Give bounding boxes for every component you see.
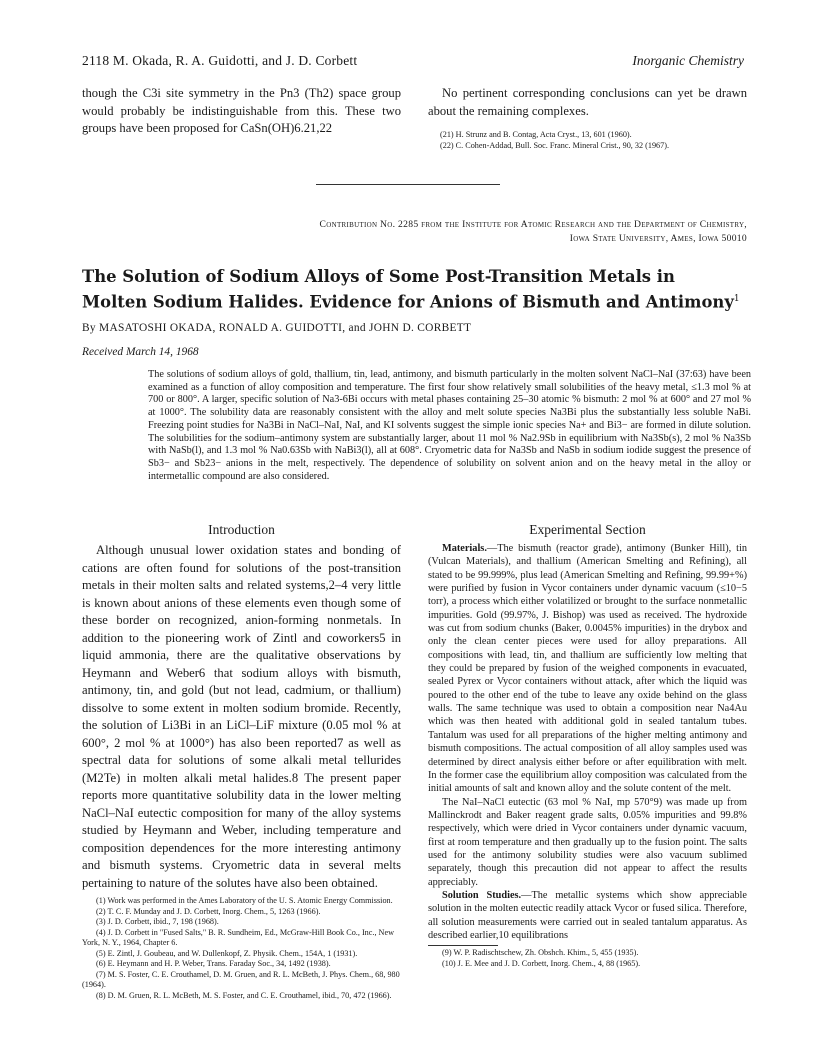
footnote: (1) Work was performed in the Ames Laboratory of the U. S. Atomic Energy Commission. [96, 896, 393, 905]
section-heading: Introduction [208, 522, 275, 537]
prev-article-conclusion: No pertinent corresponding conclusions can yet be drawn about the remaining complexes. [428, 86, 747, 118]
article-authors: By MASATOSHI OKADA, RONALD A. GUIDOTTI, and JOHN D. CORBETT [82, 322, 472, 334]
prev-article-right [428, 85, 747, 151]
footnote: (9) W. P. Radischtschew, Zh. Obshch. Khim., 5, 455 (1935). [442, 948, 639, 958]
experimental-footnotes [428, 948, 747, 969]
prev-article-refs [428, 130, 747, 151]
footnote-rule [428, 945, 498, 946]
footnote: (5) E. Zintl, J. Goubeau, and W. Dullenkopf, Z. Physik. Chem., 154A, 1 (1931). [96, 948, 358, 958]
footnote: (4) J. D. Corbett in "Fused Salts," B. R. Sundheim, Ed., McGraw-Hill Book Co., Inc., New York, N. Y., 1964, Chapter 6. [82, 927, 395, 947]
received-date: Received March 14, 1968 [82, 346, 199, 358]
footnote: (3) J. D. Corbett, ibid., 7, 198 (1968). [96, 917, 219, 926]
experimental-section [428, 522, 747, 969]
footnote: (6) E. Heymann and H. P. Weber, Trans. Faraday Soc., 34, 1492 (1938). [96, 959, 331, 968]
footnote: (10) J. E. Mee and J. D. Corbett, Inorg. Chem., 4, 88 (1965). [442, 958, 641, 968]
prev-article-left [82, 85, 401, 138]
prev-article-text: though the C3i site symmetry in the Pn3 (Th2) space group would probably be indistinguishable from this. These two groups have been proposed for CaSn(OH)6.21,22 [82, 86, 401, 135]
abstract: The solutions of sodium alloys of gold, thallium, tin, lead, antimony, and bismuth particularly in the molten solvent NaCl–NaI (37:63) have been examined as a function of alloy composition and temperature. The first four show relatively small solubilities of the heavy metal, ≤1.3 mol % at 700 or 800°. A larger, specific solution of Na3-6Bi occurs with metal phases containing 25–30 atomic % bismuth: 2 mol % at 600° and 27 mol % at 1000°. The solubility data are reasonably consistent with the alloy and melt solute species Na3Bi plus the substantially less soluble NaBi. Freezing point studies for Na3Bi in NaCl–NaI, NaI, and KI solvents suggest the simple ionic species Na+ and Bi3− are formed in dilute solution. The solubilities for the sodium–antimony system are substantially larger, about 11 mol % Na2.9Sb in equilibrium with Na3Sb(s), 2 mol % Na3Sb with NaSb(l), and 1.3 mol % Na0.63Sb with NaBi3(l), all at 608°. Cryometric data for Na3Sb and NaSb in sodium iodide suggest the presence of Sb3− and Sb23− anions in the melt, respectively. The dependence of solubility on solvent anion and on the heavy metal in the alloy or intermetallic compound are also considered. [148, 369, 751, 482]
separator-rule [316, 184, 500, 185]
running-header-journal: Inorganic Chemistry [632, 53, 744, 68]
contribution-line: Contribution No. 2285 from the Institute for Atomic Research and the Department of Chemistry, Iowa State University, Ames, Iowa 50010 [319, 219, 747, 244]
materials-paragraph: Materials.—The bismuth (reactor grade), antimony (Bunker Hill), tin (Vulcan Materials), and thallium (American Smelting and Refining), all stated to be 99.999%, plus lead (American Smelting and Refining, 99.99+%) were purified by fusion in Vycor containers under dynamic vacuum (≤10−5 torr), a process which either volatilized or brought to the surface nonmetallic impurities. Gold (99.97%, J. Bishop) was used as received. The hydroxide was cut from sodium chunks (Baker, 0.0045% impurities) in the drybox and only the clean center pieces were used for alloy preparations. All compositions with lead, tin, and thallium are sufficiently low melting that they could be prepared by fusion of the weighed components in evacuated, sealed Pyrex or Vycor containers without attack, after which the liquid was poured to the other end of the tube to leave any oxide behind on the glass walls. The same technique was used to obtain a composition near Na4Au which was then heated with additional gold in sealed tantalum tubes. Tantalum was used for all preparations of the higher melting antimony and bismuth compositions. The actual composition of all alloy samples used was determined by direct analysis either before or after equilibration with melt. In the former case the equilibrium alloy composition was calculated from the initial amounts of salt and known alloy and the solute content of the melt. [428, 543, 747, 795]
footnote: (2) T. C. F. Munday and J. D. Corbett, Inorg. Chem., 5, 1263 (1966). [96, 906, 321, 916]
running-header-authors: 2118 M. Okada, R. A. Guidotti, and J. D. Corbett [82, 53, 358, 68]
solution-paragraph: Solution Studies.—The metallic systems which show appreciable solution in the molten eutectic readily attack Vycor or fused silica. Therefore, all solution measurements were carried out in sealed tantalum apparatus. As described earlier,10 equilibrations [428, 889, 747, 941]
footnote: (7) M. S. Foster, C. E. Crouthamel, D. M. Gruen, and R. L. McBeth, J. Phys. Chem., 68, 980 (1964). [82, 969, 400, 989]
section-heading: Experimental Section [529, 522, 646, 537]
eutectic-paragraph: The NaI–NaCl eutectic (63 mol % NaI, mp 570°9) was made up from Mallinckrodt and Baker reagent grade salts, 0.05% impurities and 99.8% respectively, which were dried in Vycor containers under dynamic vacuum, first at room temperature and then gradually up to the fusion point. The salts used for the antimony solubility studies were also vacuum sublimed separately, though this precaution did not appear to affect the results appreciably. [428, 796, 747, 888]
introduction-text: Although unusual lower oxidation states and bonding of cations are often found for solutions of the post-transition metals in their molten salts and related systems,2–4 very little is known about anions of these elements even though some of these border on recognized, anion-forming nonmetals. In addition to the pioneering work of Zintl and coworkers5 in liquid ammonia, there are the qualitative observations by Heymann and Weber6 that sodium alloys with bismuth, antimony, tin, and gold (but not lead, cadmium, or thallium) dissolve to some extent in molten sodium bromide. Recently, the solution of Li3Bi in an LiCl–LiF mixture (0.05 mol % at 600°, 2 mol % at 1000°) has also been reported7 as well as spectral data for solutions of some alkali metal tellurides (M2Te) in molten alkali metal halides.8 The present paper reports more quantitative solubility data in the lower melting NaCl–NaI eutectic composition for many of the alloy systems studied by Heymann and Weber, including temperature and composition dependences for the more interesting antimony and bismuth systems. Cryometric data in several melts pertaining to nature of the solutes have also been obtained. [82, 543, 401, 890]
introduction-section [82, 522, 401, 1001]
footnote: (21) H. Strunz and B. Contag, Acta Cryst., 13, 601 (1960). [440, 130, 632, 139]
footnote: (8) D. M. Gruen, R. L. McBeth, M. S. Foster, and C. E. Crouthamel, ibid., 70, 472 (1966). [96, 990, 392, 1000]
introduction-footnotes [82, 896, 401, 1001]
footnote: (22) C. Cohen-Addad, Bull. Soc. Franc. Mineral Crist., 90, 32 (1967). [440, 140, 669, 150]
article-title: The Solution of Sodium Alloys of Some Post-Transition Metals in Molten Sodium Halides. Evidence for Anions of Bismuth and Antimony$^1$ [82, 267, 740, 312]
